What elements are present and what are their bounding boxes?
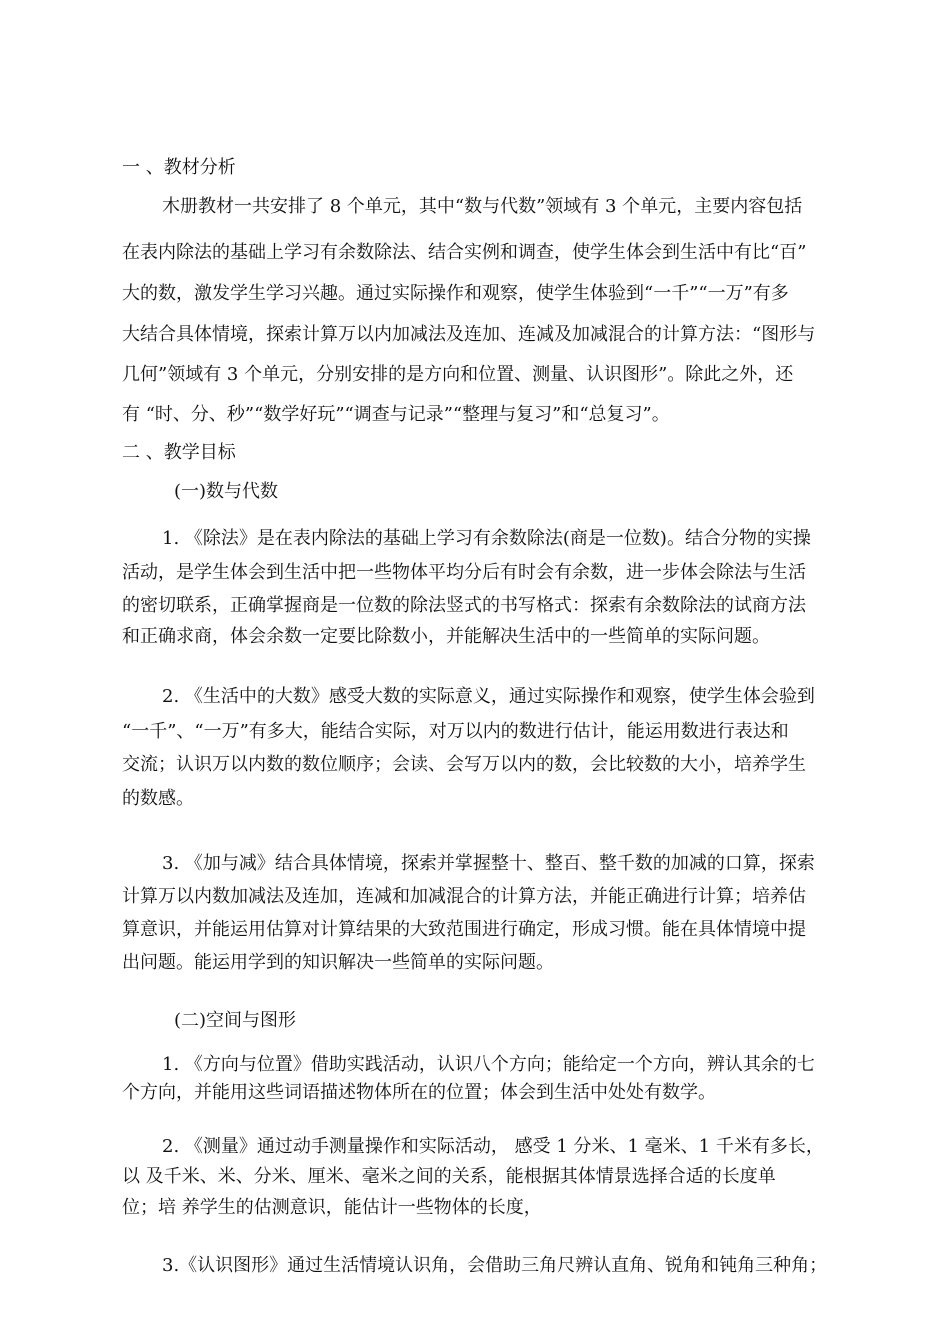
item-line: 以 及千米、米、分米、厘米、毫米之间的关系，能根据其体情景选择合适的长度单 xyxy=(122,1166,776,1187)
section-heading-textbook-analysis: 一 、教材分析 xyxy=(122,157,236,178)
item-line: 活动，是学生体会到生活中把一些物体平均分后有时会有余数，进一步体会除法与生活 xyxy=(122,562,806,583)
item-line: 交流；认识万以内数的数位顺序；会读、会写万以内的数，会比较数的大小，培养学生 xyxy=(122,754,806,775)
subsection-title-numbers-algebra: (一)数与代数 xyxy=(174,481,279,502)
paragraph-line: 有 “时、分、秒”“数学好玩”“调查与记录”“整理与复习”和“总复习”。 xyxy=(122,404,670,425)
item-line: 计算万以内数加减法及连加，连减和加减混合的计算方法，并能正确进行计算；培养估 xyxy=(122,886,806,907)
item-line: 2. 《生活中的大数》感受大数的实际意义，通过实际操作和观察，使学生体会验到 xyxy=(162,686,815,707)
paragraph-line: 在表内除法的基础上学习有余数除法、结合实例和调查，使学生体会到生活中有比“百” xyxy=(122,242,807,263)
item-line: “一千”、“一万”有多大，能结合实际，对万以内的数进行估计，能运用数进行表达和 xyxy=(122,721,789,742)
paragraph-line: 几何”领域有 3 个单元，分别安排的是方向和位置、测量、认识图形”。除此之外，还 xyxy=(122,364,794,385)
item-line: 出问题。能运用学到的知识解决一些简单的实际问题。 xyxy=(122,952,554,973)
item-line: 1. 《方向与位置》借助实践活动，认识八个方向；能给定一个方向，辨认其余的七 xyxy=(162,1054,815,1075)
item-line: 个方向，并能用这些词语描述物体所在的位置；体会到生活中处处有数学。 xyxy=(122,1082,716,1103)
item-line: 位；培 养学生的估测意识，能估计一些物体的长度， xyxy=(122,1197,542,1218)
item-line: 的密切联系，正确掌握商是一位数的除法竖式的书写格式：探索有余数除法的试商方法 xyxy=(122,595,806,616)
item-line: 3.《认识图形》通过生活情境认识角，会借助三角尺辨认直角、锐角和钝角三种角； xyxy=(162,1255,828,1276)
item-line: 2. 《测量》通过动手测量操作和实际活动， 感受 1 分米、1 毫米、1 千米有多长， xyxy=(162,1136,824,1157)
subsection-title-space-shapes: (二)空间与图形 xyxy=(174,1010,297,1031)
item-line: 3. 《加与减》结合具体情境，探索并掌握整十、整百、整千数的加减的口算，探索 xyxy=(162,853,815,874)
item-line: 和正确求商，体会余数一定要比除数小，并能解决生活中的一些简单的实际问题。 xyxy=(122,626,770,647)
paragraph-line: 木册教材一共安排了 8 个单元，其中“数与代数”领域有 3 个单元，主要内容包括 xyxy=(162,196,803,217)
section-heading-teaching-goals: 二 、教学目标 xyxy=(122,442,236,463)
item-line: 算意识，并能运用估算对计算结果的大致范围进行确定，形成习惯。能在具体情境中提 xyxy=(122,919,806,940)
item-line: 1. 《除法》是在表内除法的基础上学习有余数除法(商是一位数)。结合分物的实操 xyxy=(162,528,811,549)
paragraph-line: 大的数，激发学生学习兴趣。通过实际操作和观察，使学生体验到“一千”“一万”有多 xyxy=(122,283,789,304)
item-line: 的数感。 xyxy=(122,788,194,809)
paragraph-line: 大结合具体情境，探索计算万以内加减法及连加、连减及加减混合的计算方法：“图形与 xyxy=(122,324,816,345)
